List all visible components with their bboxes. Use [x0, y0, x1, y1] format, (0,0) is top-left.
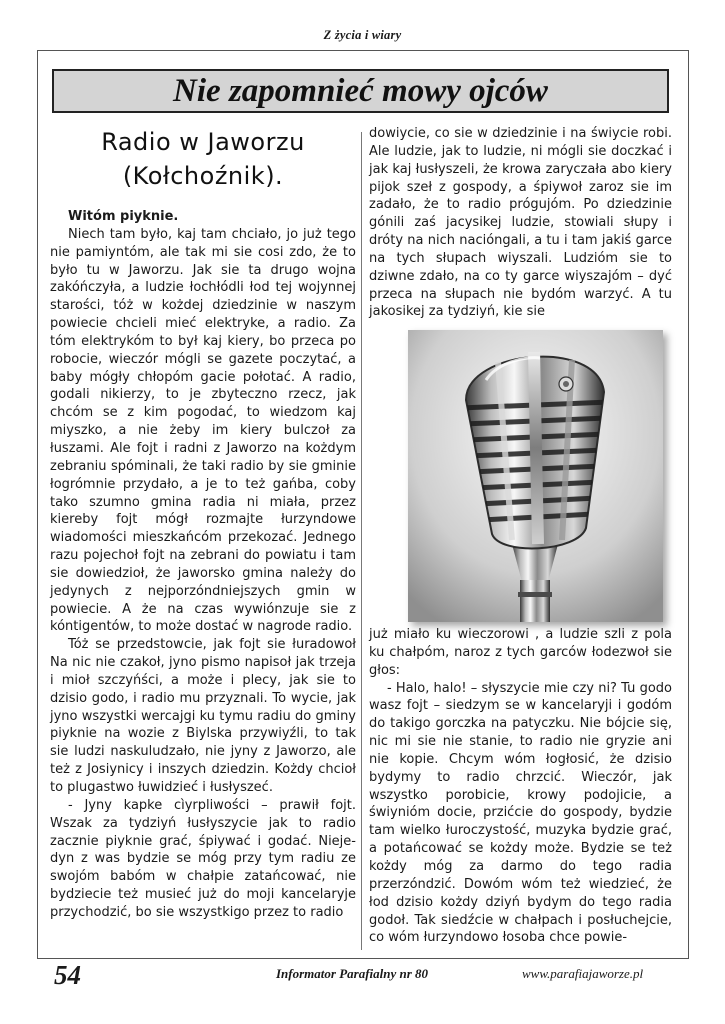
page-number: 54 — [54, 960, 81, 990]
article-title-line2: (Kołchoźnik). — [122, 162, 284, 190]
paragraph-3-continued: dowiycie, co sie w dziedzinie i na świycie robi. Ale ludzie, jak to ludzie, ni mógli sie doczkać i jak kaj łusłyszeli, że krowa zaryczała abo kiery pijok szeł z gospody, a śpiywoł zaroz sie im zadało, że to radio prógujóm. Po dziedzinie gónili zaś jacysikej ludzie, stowiali słupy i dróty na nich naciόngali, a tu i tam jakiś garce na tych słupach wiyszali. Ludziόm sie to dziwne zdało, na co ty garce wiyszajόm – dyć przeca na słupach nie bydόm warzyć. A tu jakosikej za tydziyń, kie sie — [369, 126, 672, 320]
greeting: Witóm piyknie. — [68, 209, 179, 224]
right-column-bottom — [369, 626, 672, 947]
microphone-illustration — [408, 330, 663, 622]
column-divider — [361, 132, 362, 950]
paragraph-5: - Halo, halo! – słyszycie mie czy ni? Tu godo wasz fojt – siedzym se w kancelaryji i godóm do takigo gorczka na patyczku. Nie bójcie się, nic mi sie nie stanie, to radio nie gryzie ani nie kopie. Chcym wóm łogłosić, że dzisio bydymy to radio chrzcić. Wieczór, jak wszystko porobicie, krowy podojicie, a świyniόm docie, przićcie do gospody, bydzie tam wielko łuroczystość, muzyka bydzie grać, a potańcować se kożdy może. Bydzie se też kożdy móg za darmo do tego radia przerzόndzić. Dowóm wóm też wiedzieć, że łod dzisio kożdy dziyń bydym do tego radia godoł. Tak siedźcie w chałpach i posłuchejcie, co wóm łurzyndowo łosoba chce powie- — [369, 680, 672, 946]
paragraph-2: Tóż se przedstowcie, jak fojt sie łuradowoł Na nic nie czakoł, jyno pismo napisoł jak trzeja i mioł szczyńści, a może i plecy, jak sie to dzisio godo, i radio mu przyznali. To wycie, jak jyno wszystki wercajgi ku tymu radiu do gminy piyknie na wozie z Biylska przywiyźli, to tak sie ludzi naskuludzało, nie jyny z Jaworzo, ale też z Josiynicy i inszych dziedzin. Kożdy chcioł to plugastwo łuwidzieć i łusłyszeć. — [50, 637, 356, 795]
article-banner-title: Nie zapomnieć mowy ojców — [52, 69, 669, 113]
running-head-section: Z życia i wiary — [323, 28, 402, 42]
article-title — [50, 125, 356, 193]
publication-name: Informator Parafialny nr 80 — [276, 966, 429, 981]
paragraph-1: Niech tam było, kaj tam chciało, jo już tego nie pamiyntóm, ale tak mi sie cosi zdo, że to było tu w Jaworzu. Jak sie ta drugo wojna zakóńczyła, a ludzie łochłódli łod tej wojynnej starości, tóż w kożdej dziedzinie w naszym powiecie chcieli mieć elektryke, a radio. Za tóm elektrykóm to był kaj kiery, bo przeca po robocie, wieczór mógli se gazete poczytać, a baby mógły chłopóm gacie połotać. A radio, godali nikierzy, to je zbyteczno rzecz, jak chcóm se z kim pogodać, to wiedzom kaj miyszko, a nie żeby im kiery bulczoł za łuszami. Ale fojt i radni z Jaworzo na kożdym zebraniu spóminali, że taki radio by sie gminie łogrómnie przydało, a je to też gańba, coby tako szumno gmina radia ni miała, przez kiereby fojt mógł rozmajte łurzyndowe wiadomości mieszkańcóm przekozać. Jednego razu pojechoł fojt na zebrani do powiatu i tam sie dowiedzioł, że jaworsko gmina należy do jedynych z nejporzóndniejszych gmin w powiecie. A że na czas wywiónzuje sie z kóntigentów, to może dostać w nagrode radio. — [50, 226, 356, 635]
paragraph-3: - Jyny kapke cìyrpliwości – prawił fojt. Wszak za tydziyń łusłyszycie jak to radio zacznie piyknie grać, śpiywać i godać. Niejedyn z was bydzie se móg przy tym radiu ze swojóm babóm w chałpie zatańcować, nie bydziecie też musieć już do moji kancelaryje przychodzić, bo sie wszystkigo przez to radio — [50, 797, 356, 920]
article-title-line1: Radio w Jaworzu — [101, 128, 305, 156]
right-column-top — [369, 125, 672, 321]
left-column — [50, 125, 356, 922]
paragraph-4: już miało ku wieczorowi , a ludzie szli z pola ku chałpóm, naroz z tych garców łodezwoł sie głos: — [369, 627, 672, 678]
website-url: www.parafiajaworze.pl — [522, 966, 644, 981]
microphone-photo — [408, 330, 663, 622]
